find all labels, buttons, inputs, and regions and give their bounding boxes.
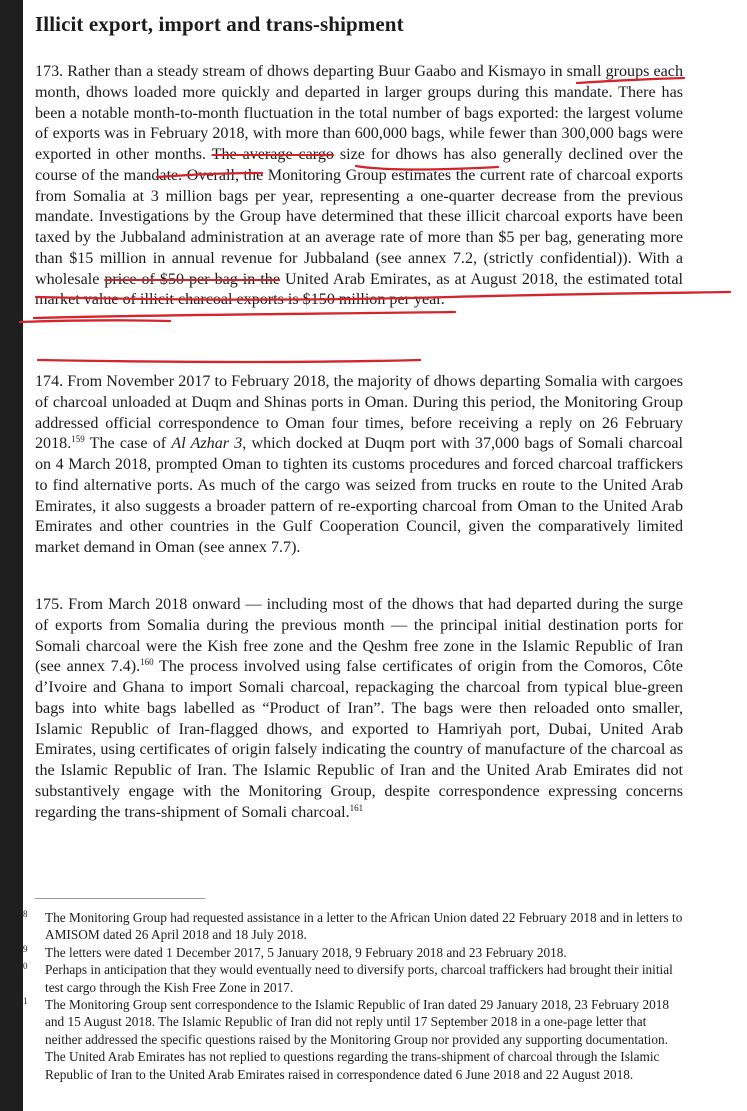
paragraph-173-text-1: 173. Rather than a steady stream of dhows departing Buur Gaabo and Kismayo in small groups each month, dhows loaded more quickly and departed in larger groups during this mandate. There has been a notable month-to-month fluctuation in the total number of bags exported: the largest volume of exports was in February 2018, with more than 600,000 bags, while fewer than 300,000 bags were exported in other months. — [35, 63, 683, 163]
footnote-text: The letters were dated 1 December 2017, 5 January 2018, 9 February 2018 and 23 February 2018. — [45, 944, 567, 960]
footnote-item — [23, 961, 685, 996]
footnote-text: Perhaps in anticipation that they would eventually need to diversify ports, charcoal traffickers had brought their initial test cargo through the Kish Free Zone in 2017. — [45, 962, 673, 995]
footnote-item — [23, 909, 685, 944]
footnote-marker: 1 — [23, 996, 28, 1007]
footnote-item — [23, 943, 685, 961]
paragraph-173-text-2: size for dhows has also generally declined over the course of the mandate. Overall, the Monitoring Group estimates the current rate of charcoal exports from Somalia at 3 million bags per year, representing a one-quarter decrease from the previous mandate. Investigations by the Group have determined that these illicit charcoal exports have been taxed by the Jubbaland administration at an average rate of more than $5 per bag, generating more than $15 million in annual revenue for Jubbaland (see annex 7.2, (strictly confidential)). With a wholesale — [35, 146, 683, 288]
document-page — [23, 0, 741, 1111]
footnotes — [23, 909, 685, 1083]
struck-text-average-cargo: The average cargo — [211, 146, 334, 163]
vessel-name: Al Azhar 3 — [171, 435, 243, 453]
paragraph-174 — [35, 372, 683, 559]
paragraph-174-text-2: The case of — [84, 435, 172, 453]
footnote-marker: 0 — [23, 961, 28, 972]
paragraph-173 — [35, 62, 683, 311]
paragraph-175-text-1: 175. From March 2018 onward — including most of the dhows that had departed during the surge of exports from Somalia during the previous month — the principal initial destination ports for Somali charcoal were the Kish free zone and the Qeshm free zone in the Islamic Republic of Iran (see annex 7.4). — [35, 596, 683, 676]
footnote-marker: 8 — [23, 909, 28, 919]
struck-text-price-per-bag: price of $50 per bag in the — [104, 270, 280, 288]
footnote-ref-159: 159 — [71, 434, 85, 445]
paragraph-174-text-1: 174. From November 2017 to February 2018, the majority of dhows departing Somalia with cargoes of charcoal unloaded at Duqm and Shinas ports in Oman. During this period, the Monitoring Group addressed official correspondence to Oman four times, before receiving a reply on 26 February 2018. — [35, 373, 683, 453]
paragraph-175 — [35, 595, 683, 823]
left-edge-bar — [0, 0, 23, 1111]
footnote-separator — [35, 898, 205, 899]
footnote-ref-161: 161 — [349, 802, 364, 813]
paragraph-173-text-3: United Arab Emirates, as at August 2018, the estimated total market value of illicit charcoal exports is $150 million per year. — [35, 270, 683, 309]
paragraph-175-text-2: The process involved using false certificates of origin from the Comoros, Côte d’Ivoire and Ghana to import Somali charcoal, repackaging the charcoal from typical blue-green bags into white bags labelled as “Product of Iran”. The bags were then reloaded onto smaller, Islamic Republic of Iran-flagged dhows, and exported to Hamriyah port, Dubai, United Arab Emirates, using certificates of origin falsely indicating the country of manufacture of the charcoal as the Islamic Republic of Iran. The Islamic Republic of Iran and the United Arab Emirates did not substantively engage with the Monitoring Group, despite correspondence expressing concerns regarding the trans-shipment of Somali charcoal. — [35, 658, 683, 821]
section-heading: Illicit export, import and trans-shipment — [35, 12, 404, 36]
footnote-text: The Monitoring Group had requested assistance in a letter to the African Union dated 22 February 2018 and in letters to AMISOM dated 26 April 2018 and 18 July 2018. — [45, 910, 683, 943]
footnote-marker: 9 — [23, 943, 28, 954]
footnote-text: The Monitoring Group sent correspondence to the Islamic Republic of Iran dated 29 January 2018, 23 February 2018 and 15 August 2018. The Islamic Republic of Iran did not reply until 17 September 2018 in a one-page letter that neither addressed the specific questions raised by the Monitoring Group nor provided any supporting documentation. The United Arab Emirates has not replied to questions regarding the trans-shipment of charcoal through the Islamic Republic of Iran to the United Arab Emirates raised in correspondence dated 6 June 2018 and 22 August 2018. — [45, 997, 670, 1082]
footnote-ref-160: 160 — [140, 657, 154, 668]
footnote-item — [23, 996, 685, 1083]
paragraph-174-text-3: , which docked at Duqm port with 37,000 bags of Somali charcoal on 4 March 2018, prompted Oman to tighten its customs procedures and forced charcoal traffickers to find alternative ports. As much of the cargo was seized from trucks en route to the United Arab Emirates, it also suggests a broader pattern of re-exporting charcoal from Oman to the United Arab Emirates and other countries in the Gulf Cooperation Council, given the comparatively limited market demand in Oman (see annex 7.7). — [35, 435, 683, 556]
